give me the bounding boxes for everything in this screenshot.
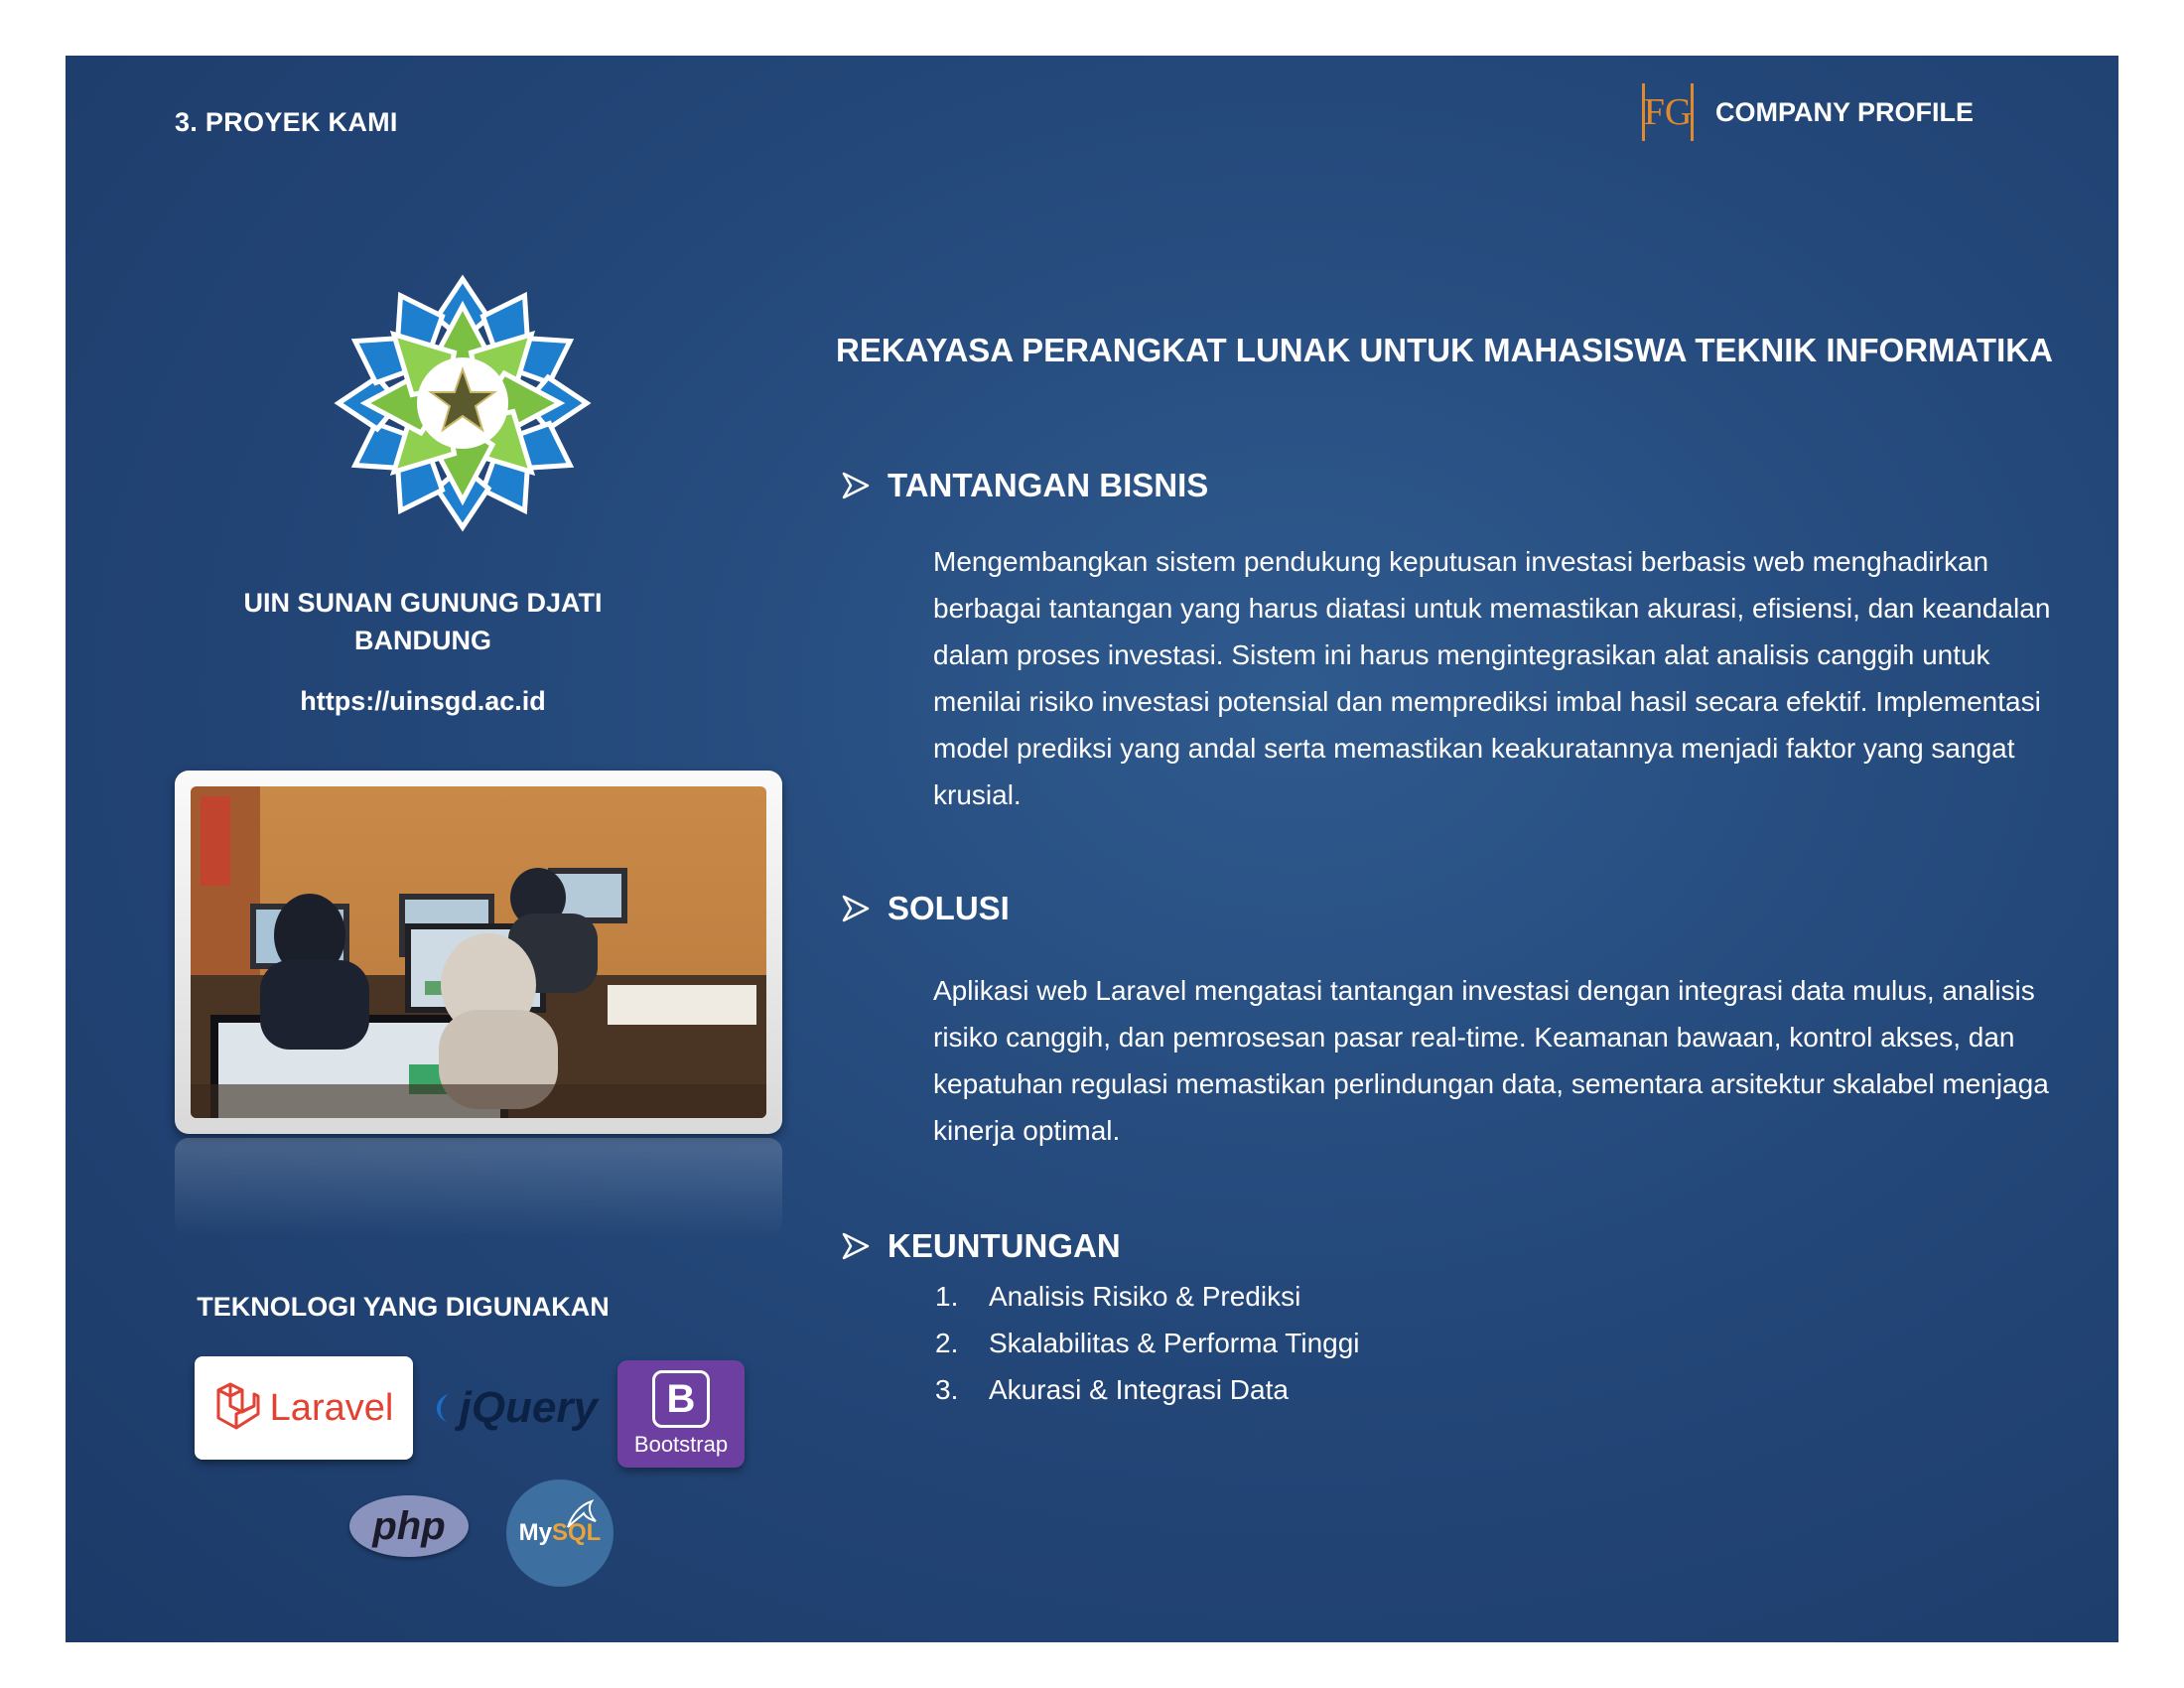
technology-title: TEKNOLOGI YANG DIGUNAKAN	[197, 1292, 610, 1322]
brand-title: COMPANY PROFILE	[1715, 96, 1975, 127]
php-logo	[349, 1495, 469, 1557]
mysql-label-my: My	[518, 1519, 552, 1546]
challenge-text: Mengembangkan sistem pendukung keputusan investasi berbasis web menghadirkan berbagai tantangan yang harus diatasi untuk memastikan akurasi, efisiensi, dan keandalan dalam proses investasi. Sistem ini harus mengintegrasikan alat analisis canggih untuk menilai risiko investasi potensial dan memprediksi imbal hasil secara efektif. Implementasi model prediksi yang andal serta memastikan keakuratannya menjadi faktor yang sangat krusial.	[933, 546, 2051, 810]
fg-logo-icon: FG	[1642, 83, 1694, 141]
jquery-swoosh-icon	[429, 1388, 456, 1428]
list-item-text: Akurasi & Integrasi Data	[989, 1374, 1289, 1405]
client-url-link[interactable]: https://uinsgd.ac.id	[300, 686, 546, 716]
solution-heading	[887, 890, 1010, 927]
bootstrap-b-icon: B	[652, 1370, 710, 1428]
photo-reflection	[175, 1138, 782, 1237]
list-item-number: 3.	[935, 1374, 959, 1405]
laravel-label: Laravel	[269, 1386, 394, 1429]
solution-text: Aplikasi web Laravel mengatasi tantangan investasi dengan integrasi data mulus, analisis risiko canggih, dan pemrosesan pasar real-time. Keamanan bawaan, kontrol akses, dan kepatuhan regulasi memastikan perlindungan data, sementara arsitektur skalabel menjaga kinerja optimal.	[933, 975, 2049, 1146]
bootstrap-logo	[617, 1360, 745, 1468]
benefits-list	[935, 1273, 1360, 1413]
benefits-heading-text: KEUNTUNGAN	[887, 1227, 1121, 1264]
list-item-text: Analisis Risiko & Prediksi	[989, 1281, 1301, 1312]
list-item-number: 2.	[935, 1328, 959, 1358]
arrow-bullet-icon	[842, 1232, 870, 1260]
list-item	[935, 1320, 1360, 1366]
jquery-label: jQuery	[459, 1383, 598, 1432]
arrow-bullet-icon	[842, 472, 870, 499]
mysql-label-sql: SQL	[552, 1519, 602, 1546]
benefits-heading	[887, 1227, 1121, 1265]
arrow-bullet-icon	[842, 895, 870, 922]
uin-logo-icon	[334, 274, 592, 532]
client-name	[214, 584, 631, 659]
section-label: 3. PROYEK KAMI	[175, 107, 398, 137]
mysql-dolphin-icon	[564, 1497, 600, 1531]
brand-header	[1642, 83, 1974, 141]
client-name-line1: UIN SUNAN GUNUNG DJATI	[243, 588, 603, 618]
list-item	[935, 1366, 1360, 1413]
laravel-icon	[214, 1382, 260, 1434]
list-item-number: 1.	[935, 1281, 959, 1312]
php-label: php	[372, 1503, 446, 1548]
challenge-heading-text: TANTANGAN BISNIS	[887, 467, 1209, 503]
computer-lab-photo	[191, 786, 766, 1118]
project-photo-frame	[175, 771, 782, 1134]
list-item	[935, 1273, 1360, 1320]
mysql-logo	[506, 1479, 614, 1587]
jquery-logo	[429, 1368, 598, 1448]
company-profile-page	[66, 56, 2118, 1642]
challenge-heading	[887, 467, 1208, 504]
solution-heading-text: SOLUSI	[887, 890, 1010, 926]
bootstrap-label: Bootstrap	[633, 1432, 729, 1457]
project-title: REKAYASA PERANGKAT LUNAK UNTUK MAHASISWA TEKNIK INFORMATIKA	[836, 332, 2053, 368]
client-name-line2: BANDUNG	[354, 626, 491, 655]
list-item-text: Skalabilitas & Performa Tinggi	[989, 1328, 1360, 1358]
laravel-logo	[195, 1356, 413, 1460]
